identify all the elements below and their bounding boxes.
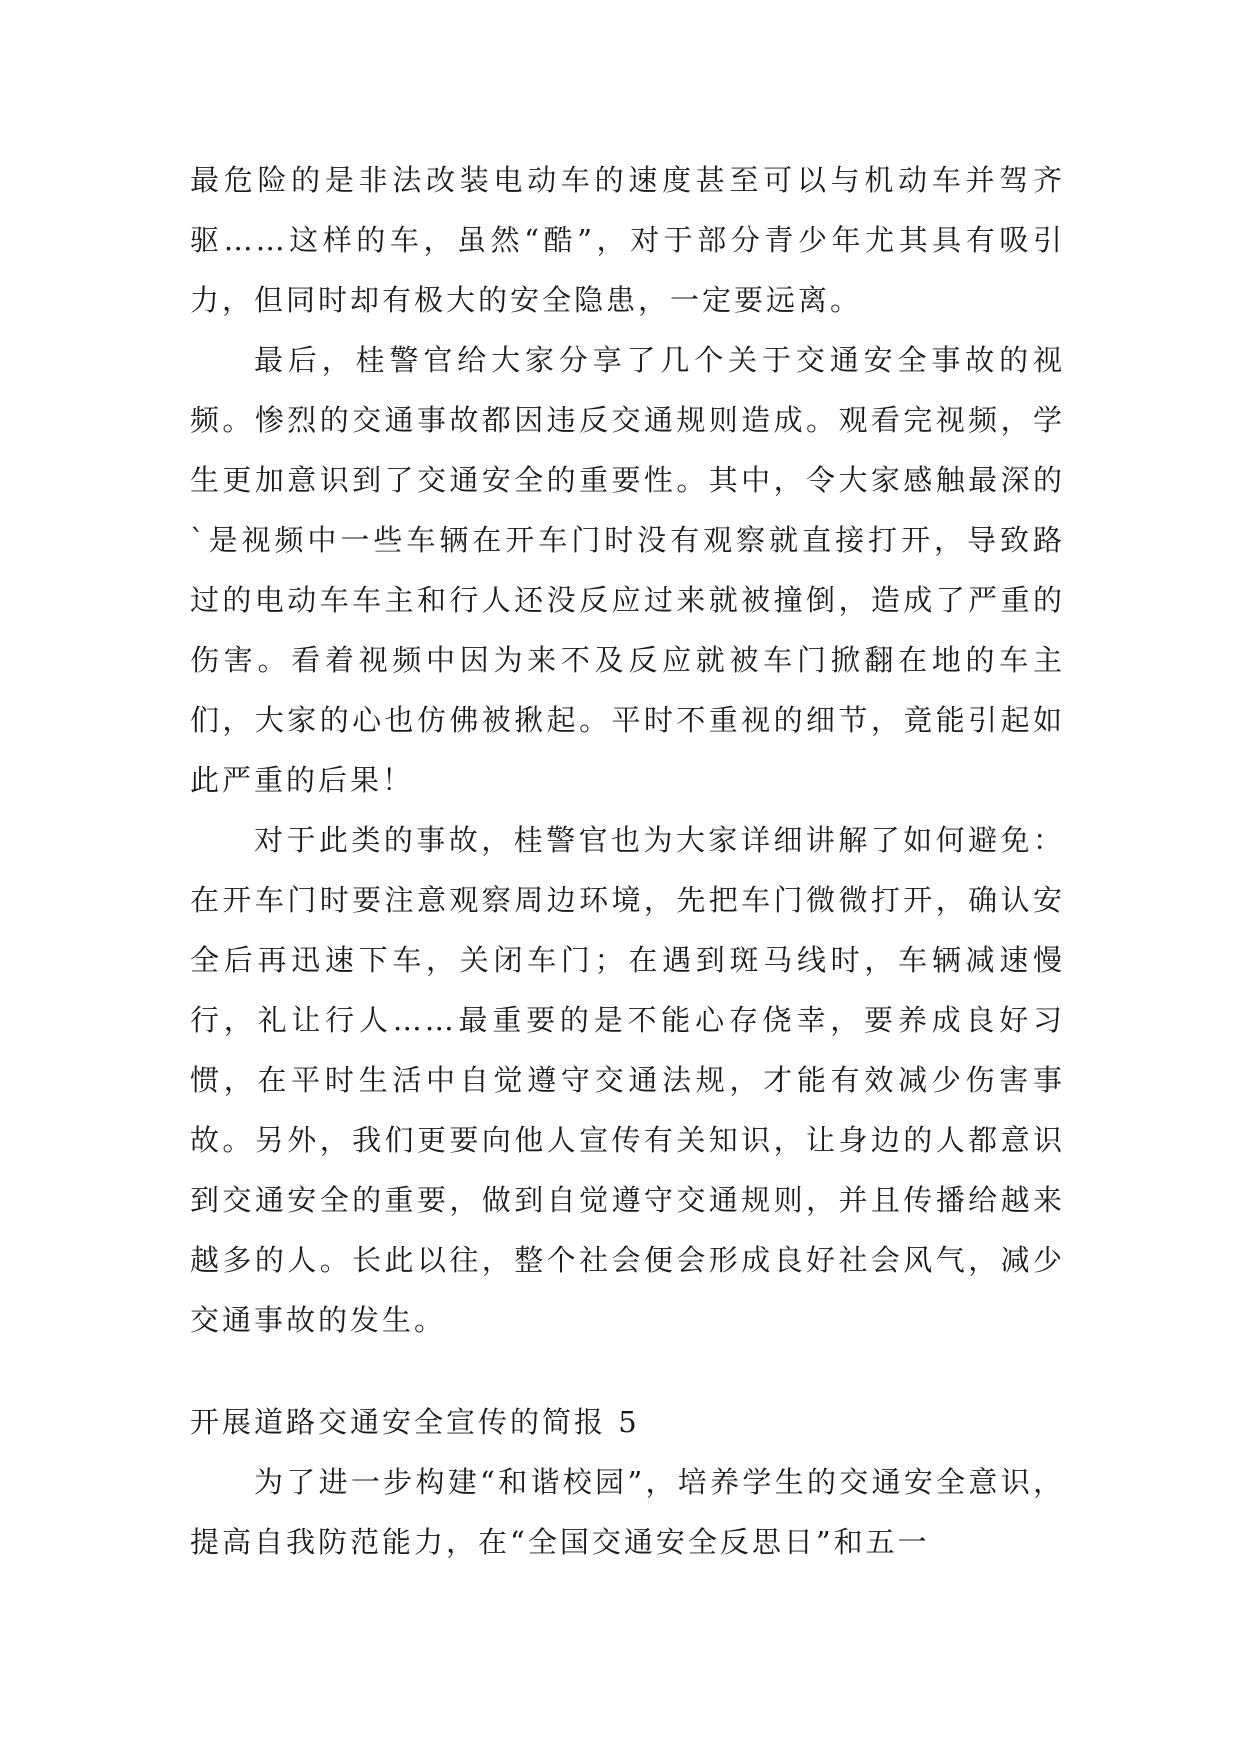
paragraph-1: 最危险的是非法改装电动车的速度甚至可以与机动车并驾齐驱……这样的车，虽然“酷”，对于部分青少年尤其具有吸引力，但同时却有极大的安全隐患，一定要远离。 [190,163,1065,317]
section-heading: 开展道路交通安全宣传的简报 5 [190,1405,640,1439]
document-page [190,150,1065,1572]
section-paragraph: 为了进一步构建“和谐校园”，培养学生的交通安全意识，提高自我防范能力，在“全国交通安全反思日”和五一 [190,1465,1065,1559]
paragraph-3: 对于此类的事故，桂警官也为大家详细讲解了如何避免：在开车门时要注意观察周边环境，先把车门微微打开，确认安全后再迅速下车，关闭车门；在遇到斑马线时，车辆减速慢行，礼让行人……最重要的是不能心存侥幸，要养成良好习惯，在平时生活中自觉遵守交通法规，才能有效减少伤害事故。另外，我们更要向他人宣传有关知识，让身边的人都意识到交通安全的重要，做到自觉遵守交通规则，并且传播给越来越多的人。长此以往，整个社会便会形成良好社会风气，减少交通事故的发生。 [190,823,1065,1337]
paragraph-2: 最后，桂警官给大家分享了几个关于交通安全事故的视频。惨烈的交通事故都因违反交通规则造成。观看完视频，学生更加意识到了交通安全的重要性。其中，令大家感触最深的`是视频中一些车辆在开车门时没有观察就直接打开，导致路过的电动车车主和行人还没反应过来就被撞倒，造成了严重的伤害。看着视频中因为来不及反应就被车门掀翻在地的车主们，大家的心也仿佛被揪起。平时不重视的细节，竟能引起如此严重的后果！ [190,343,1065,797]
